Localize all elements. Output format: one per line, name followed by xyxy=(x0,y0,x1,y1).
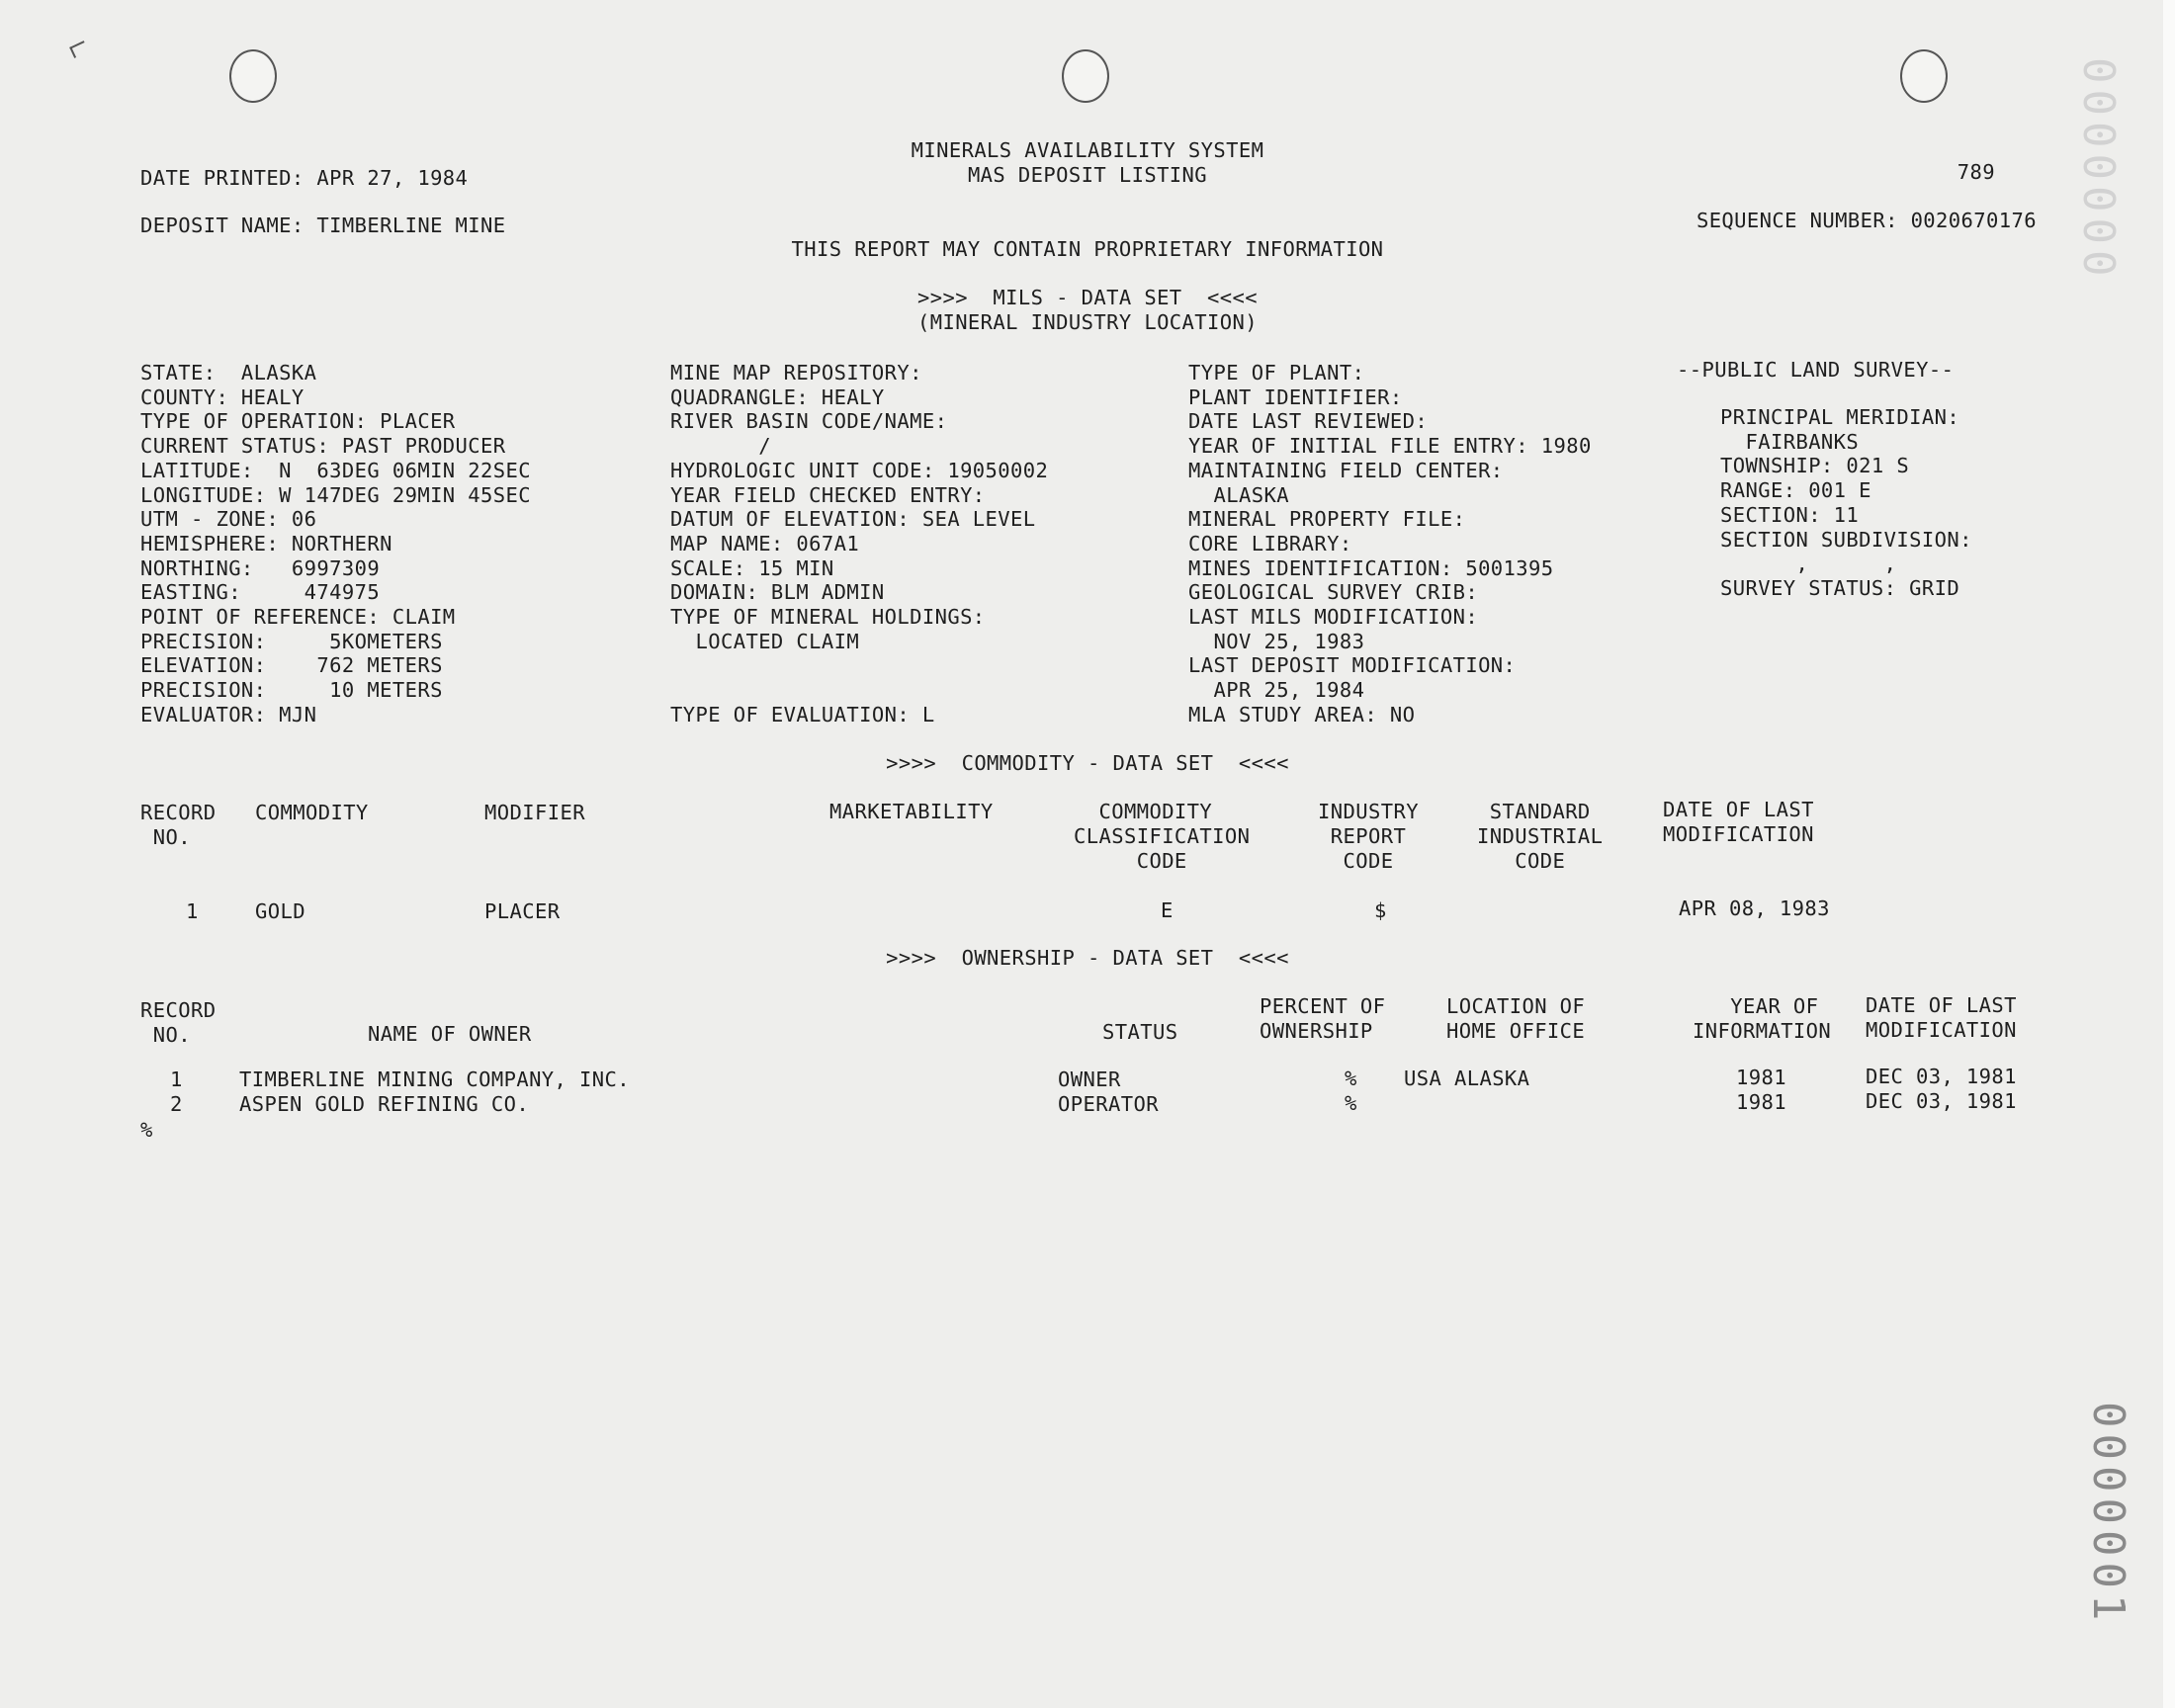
field-line: TOWNSHIP: 021 S xyxy=(1720,454,1910,478)
ownership-header-year: YEAR OF INFORMATION xyxy=(1693,994,1832,1043)
field-line: STATE: ALASKA xyxy=(140,361,317,384)
field-line: DATUM OF ELEVATION: SEA LEVEL xyxy=(670,507,1036,532)
stamp-number: 0000001 xyxy=(2083,1402,2133,1627)
pencil-mark xyxy=(69,41,89,58)
ownership-row-2-status: OPERATOR xyxy=(1058,1092,1159,1116)
field-line: LONGITUDE: W 147DEG 29MIN 45SEC xyxy=(140,482,532,507)
listing-title: MAS DEPOSIT LISTING xyxy=(967,163,1208,187)
field-line: RANGE: 001 E xyxy=(1720,478,1871,503)
field-line: COUNTY: HEALY xyxy=(140,384,304,409)
ownership-section-title: >>>> OWNERSHIP - DATA SET <<<< xyxy=(886,946,1289,970)
field-line: PRINCIPAL MERIDIAN: xyxy=(1720,405,1960,429)
field-line: TYPE OF OPERATION: PLACER xyxy=(140,409,456,434)
field-line: POINT OF REFERENCE: CLAIM xyxy=(140,605,456,629)
field-line: HEMISPHERE: NORTHERN xyxy=(140,531,392,555)
report-trailer: % xyxy=(140,1118,153,1142)
ownership-row-2-name: ASPEN GOLD REFINING CO. xyxy=(239,1092,530,1116)
ownership-row-1-location: USA ALASKA xyxy=(1404,1067,1530,1090)
ownership-row-2-date: DEC 03, 1981 xyxy=(1866,1089,2017,1113)
field-line: PRECISION: 5KOMETERS xyxy=(140,629,443,653)
ownership-header-record: RECORD NO. xyxy=(140,998,217,1047)
field-line: MLA STUDY AREA: NO xyxy=(1188,702,1416,726)
ownership-row-2-record: 2 xyxy=(170,1092,183,1116)
commodity-section-title: >>>> COMMODITY - DATA SET <<<< xyxy=(886,751,1289,775)
commodity-row-classification: E xyxy=(1161,898,1174,922)
public-land-survey-heading: --PUBLIC LAND SURVEY-- xyxy=(1677,358,1955,382)
ownership-row-1-year: 1981 xyxy=(1736,1066,1786,1089)
commodity-header-marketability: MARKETABILITY xyxy=(829,800,994,823)
field-line: LAST DEPOSIT MODIFICATION: xyxy=(1188,653,1517,678)
field-line: EASTING: 474975 xyxy=(140,580,381,605)
field-line: YEAR FIELD CHECKED ENTRY: xyxy=(670,482,986,507)
field-line: PLANT IDENTIFIER: xyxy=(1188,384,1403,409)
ownership-header-percent: PERCENT OF OWNERSHIP xyxy=(1260,994,1386,1043)
field-line: NOV 25, 1983 xyxy=(1188,629,1365,653)
field-line: LAST MILS MODIFICATION: xyxy=(1188,605,1479,629)
field-line: APR 25, 1984 xyxy=(1188,678,1365,703)
sequence-number: SEQUENCE NUMBER: 0020670176 xyxy=(1696,209,2037,232)
commodity-header-modifier: MODIFIER xyxy=(484,801,585,824)
field-line: MINERAL PROPERTY FILE: xyxy=(1188,507,1466,532)
punch-hole-left xyxy=(229,49,277,103)
mils-section-subtitle: (MINERAL INDUSTRY LOCATION) xyxy=(916,310,1259,334)
commodity-header-record: RECORD NO. xyxy=(140,801,217,849)
field-line: SECTION: 11 xyxy=(1720,502,1860,527)
field-line: QUADRANGLE: HEALY xyxy=(670,384,885,409)
field-line: HYDROLOGIC UNIT CODE: 19050002 xyxy=(670,458,1049,482)
ownership-row-2-year: 1981 xyxy=(1736,1090,1786,1114)
commodity-header-sic: STANDARD INDUSTRIAL CODE xyxy=(1477,800,1604,873)
system-title: MINERALS AVAILABILITY SYSTEM xyxy=(911,138,1264,162)
ownership-header-name: NAME OF OWNER xyxy=(368,1022,532,1046)
field-line: DOMAIN: BLM ADMIN xyxy=(670,580,885,605)
field-line: YEAR OF INITIAL FILE ENTRY: 1980 xyxy=(1188,434,1592,459)
commodity-row-industry: $ xyxy=(1374,898,1387,922)
field-line: RIVER BASIN CODE/NAME: xyxy=(670,409,948,434)
field-line: FAIRBANKS xyxy=(1720,429,1860,454)
ownership-row-1-status: OWNER xyxy=(1058,1068,1121,1091)
commodity-header-commodity: COMMODITY xyxy=(255,801,369,824)
field-line: TYPE OF EVALUATION: L xyxy=(670,702,935,726)
ownership-row-1-record: 1 xyxy=(170,1068,183,1091)
field-line: / xyxy=(670,434,771,459)
faint-stamp-number: 0000000 xyxy=(2073,57,2124,283)
punch-hole-right xyxy=(1900,49,1948,103)
field-line: PRECISION: 10 METERS xyxy=(140,678,443,703)
field-line: MAP NAME: 067A1 xyxy=(670,531,860,555)
field-line: CURRENT STATUS: PAST PRODUCER xyxy=(140,434,506,459)
proprietary-notice: THIS REPORT MAY CONTAIN PROPRIETARY INFORMATION xyxy=(791,237,1384,261)
commodity-header-date: DATE OF LAST MODIFICATION xyxy=(1663,798,1814,846)
commodity-row-commodity: GOLD xyxy=(255,899,305,923)
field-line: MINE MAP REPOSITORY: xyxy=(670,361,922,384)
date-printed: DATE PRINTED: APR 27, 1984 xyxy=(140,166,469,190)
field-line: DATE LAST REVIEWED: xyxy=(1188,409,1429,434)
mils-section-title: >>>> MILS - DATA SET <<<< xyxy=(916,286,1259,309)
commodity-row-date: APR 08, 1983 xyxy=(1679,897,1830,920)
ownership-row-1-date: DEC 03, 1981 xyxy=(1866,1065,2017,1088)
commodity-row-record: 1 xyxy=(186,899,199,923)
field-line: SURVEY STATUS: GRID xyxy=(1720,575,1960,600)
ownership-header-status: STATUS xyxy=(1102,1020,1178,1044)
field-line: NORTHING: 6997309 xyxy=(140,555,381,580)
field-line: MAINTAINING FIELD CENTER: xyxy=(1188,458,1504,482)
field-line: EVALUATOR: MJN xyxy=(140,702,317,726)
field-line: SECTION SUBDIVISION: xyxy=(1720,527,1972,552)
field-line: , , xyxy=(1720,552,1897,576)
deposit-name: DEPOSIT NAME: TIMBERLINE MINE xyxy=(140,214,506,237)
field-line: SCALE: 15 MIN xyxy=(670,555,834,580)
commodity-header-classification: COMMODITY CLASSIFICATION CODE xyxy=(1074,800,1251,873)
field-line: MINES IDENTIFICATION: 5001395 xyxy=(1188,555,1554,580)
field-line: ELEVATION: 762 METERS xyxy=(140,653,443,678)
field-line: GEOLOGICAL SURVEY CRIB: xyxy=(1188,580,1479,605)
commodity-row-modifier: PLACER xyxy=(484,899,561,923)
field-line: ALASKA xyxy=(1188,482,1289,507)
field-line: LATITUDE: N 63DEG 06MIN 22SEC xyxy=(140,458,532,482)
field-line: TYPE OF MINERAL HOLDINGS: xyxy=(670,605,986,629)
ownership-row-1-name: TIMBERLINE MINING COMPANY, INC. xyxy=(239,1068,631,1091)
ownership-header-location: LOCATION OF HOME OFFICE xyxy=(1446,994,1586,1043)
ownership-row-2-percent: % xyxy=(1345,1091,1357,1115)
field-line: LOCATED CLAIM xyxy=(670,629,860,653)
ownership-row-1-percent: % xyxy=(1345,1067,1357,1090)
page-edge xyxy=(2163,0,2175,1708)
punch-hole-center xyxy=(1062,49,1109,103)
field-line: TYPE OF PLANT: xyxy=(1188,361,1365,384)
commodity-header-industry: INDUSTRY REPORT CODE xyxy=(1318,800,1419,873)
field-line: CORE LIBRARY: xyxy=(1188,531,1352,555)
page-number: 789 xyxy=(1957,160,1995,184)
field-line: UTM - ZONE: 06 xyxy=(140,507,317,532)
ownership-header-date: DATE OF LAST MODIFICATION xyxy=(1866,993,2017,1042)
